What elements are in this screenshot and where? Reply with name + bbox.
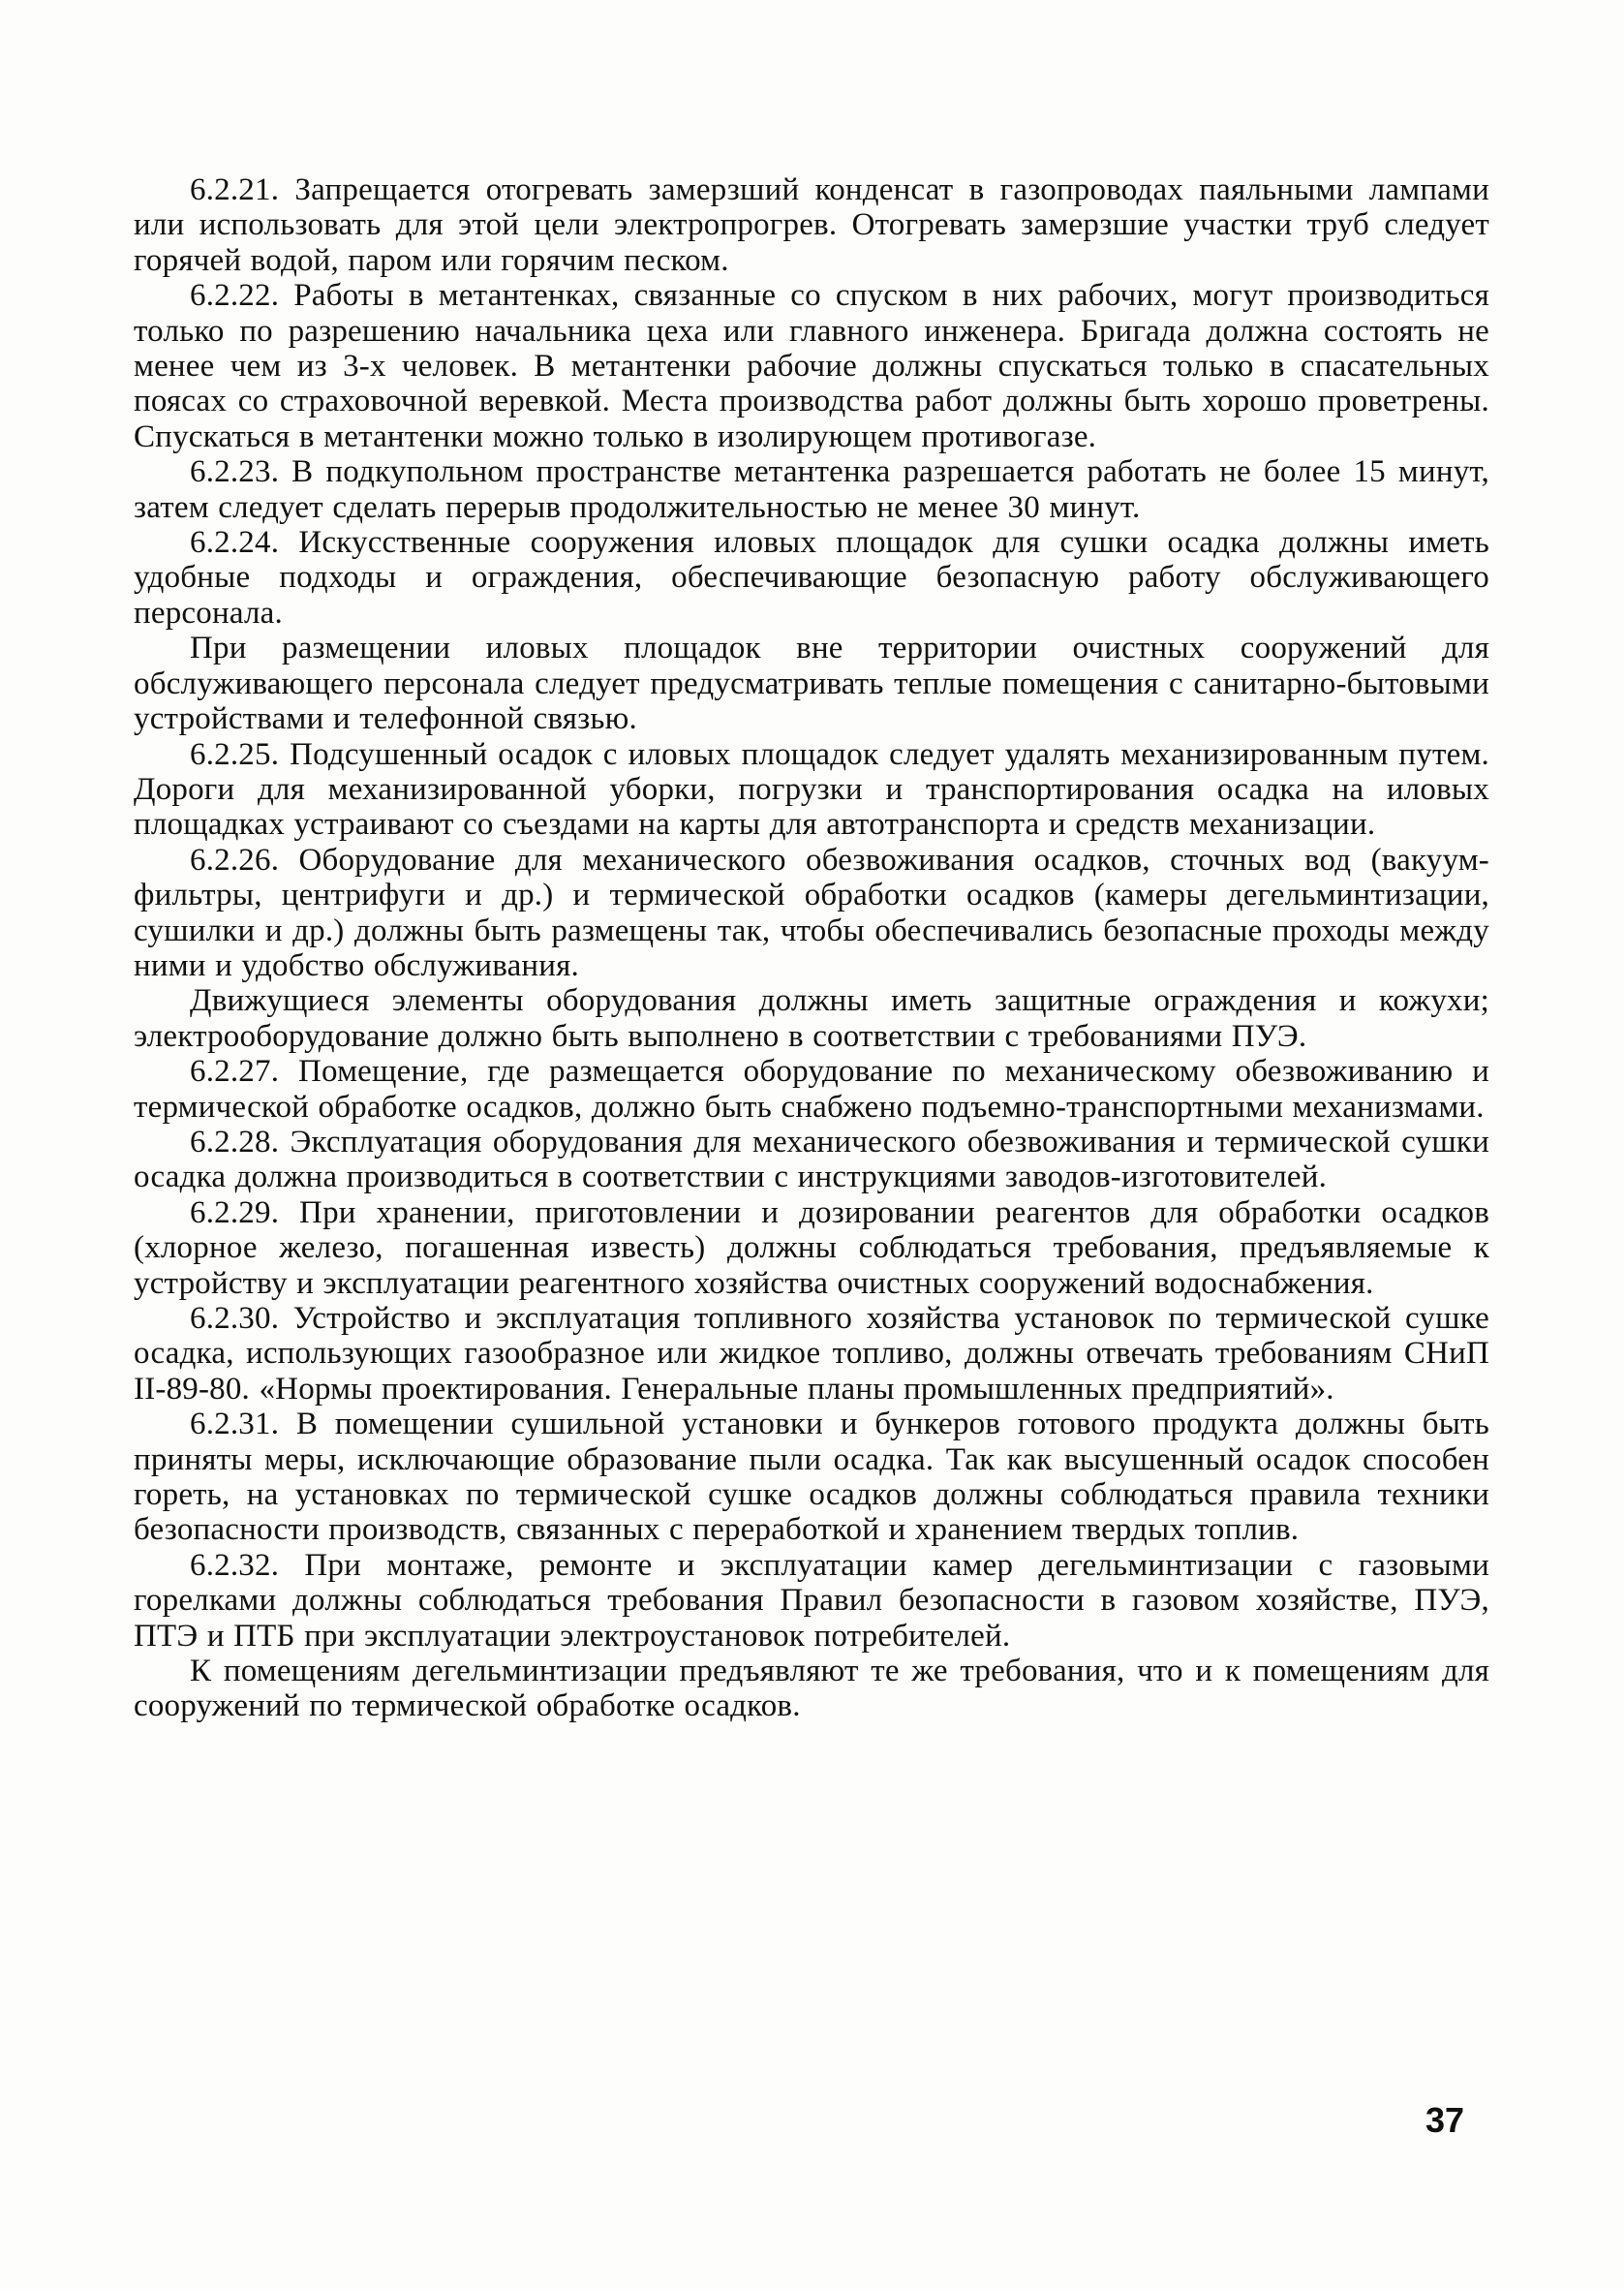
paragraph-6-2-24-continued: При размещении иловых площадок вне территории очистных сооружений для обслуживающего персонала следует предусматривать теплые помещения с санитарно-бытовыми устройствами и телефонной связью. <box>134 631 1489 737</box>
paragraph-6-2-30: 6.2.30. Устройство и эксплуатация топливного хозяйства установок по термической сушке осадка, использующих газообразное или жидкое топливо, должны отвечать требованиям СНиП II-89-80. «Нормы проектирования. Генеральные планы промышленных предприятий». <box>134 1301 1489 1407</box>
page-number: 37 <box>1425 2100 1465 2140</box>
paragraph-6-2-25: 6.2.25. Подсушенный осадок с иловых площадок следует удалять механизированным путем. Дороги для механизированной уборки, погрузки и транспортирования осадка на иловых площадках устраивают со съездами на карты для автотранспорта и средств механизации. <box>134 736 1489 843</box>
paragraph-6-2-21: 6.2.21. Запрещается отогревать замерзший конденсат в газопроводах паяльными лампами или использовать для этой цели электропрогрев. Отогревать замерзшие участки труб следует горячей водой, паром или горячим песком. <box>134 172 1489 278</box>
paragraph-6-2-28: 6.2.28. Эксплуатация оборудования для механического обезвоживания и термической сушки осадка должна производиться в соответствии с инструкциями заводов-изготовителей. <box>134 1124 1489 1195</box>
paragraph-6-2-24: 6.2.24. Искусственные сооружения иловых площадок для сушки осадка должны иметь удобные подходы и ограждения, обеспечивающие безопасную работу обслуживающего персонала. <box>134 525 1489 631</box>
paragraph-6-2-32: 6.2.32. При монтаже, ремонте и эксплуатации камер дегельминтизации с газовыми горелками должны соблюдаться требования Правил безопасности в газовом хозяйстве, ПУЭ, ПТЭ и ПТБ при эксплуатации электроустановок потребителей. <box>134 1547 1489 1654</box>
paragraph-6-2-26: 6.2.26. Оборудование для механического обезвоживания осадков, сточных вод (вакуум-фильтры, центрифуги и др.) и термической обработки осадков (камеры дегельминтизации, сушилки и др.) должны быть размещены так, чтобы обеспечивались безопасные проходы между ними и удобство обслуживания. <box>134 842 1489 983</box>
paragraph-6-2-31: 6.2.31. В помещении сушильной установки и бункеров готового продукта должны быть приняты меры, исключающие образование пыли осадка. Так как высушенный осадок способен гореть, на установках по термической сушке осадков должны соблюдаться правила техники безопасности производств, связанных с переработкой и хранением твердых топлив. <box>134 1407 1489 1548</box>
paragraph-6-2-32-continued: К помещениям дегельминтизации предъявляют те же требования, что и к помещениям для сооружений по термической обработке осадков. <box>134 1654 1489 1724</box>
paragraph-6-2-26-continued: Движущиеся элементы оборудования должны иметь защитные ограждения и кожухи; электрооборудование должно быть выполнено в соответствии с требованиями ПУЭ. <box>134 983 1489 1054</box>
paragraph-6-2-29: 6.2.29. При хранении, приготовлении и дозировании реагентов для обработки осадков (хлорное железо, погашенная известь) должны соблюдаться требования, предъявляемые к устройству и эксплуатации реагентного хозяйства очистных сооружений водоснабжения. <box>134 1194 1489 1301</box>
paragraph-6-2-27: 6.2.27. Помещение, где размещается оборудование по механическому обезвоживанию и термической обработке осадков, должно быть снабжено подъемно-транспортными механизмами. <box>134 1054 1489 1125</box>
body-text <box>134 172 1489 1724</box>
paragraph-6-2-23: 6.2.23. В подкупольном пространстве метантенка разрешается работать не более 15 минут, затем следует сделать перерыв продолжительностью не менее 30 минут. <box>134 454 1489 525</box>
paragraph-6-2-22: 6.2.22. Работы в метантенках, связанные со спуском в них рабочих, могут производиться только по разрешению начальника цеха или главного инженера. Бригада должна состоять не менее чем из 3-х человек. В метантенки рабочие должны спускаться только в спасательных поясах со страховочной веревкой. Места производства работ должны быть хорошо проветрены. Спускаться в метантенки можно только в изолирующем противогазе. <box>134 278 1489 454</box>
